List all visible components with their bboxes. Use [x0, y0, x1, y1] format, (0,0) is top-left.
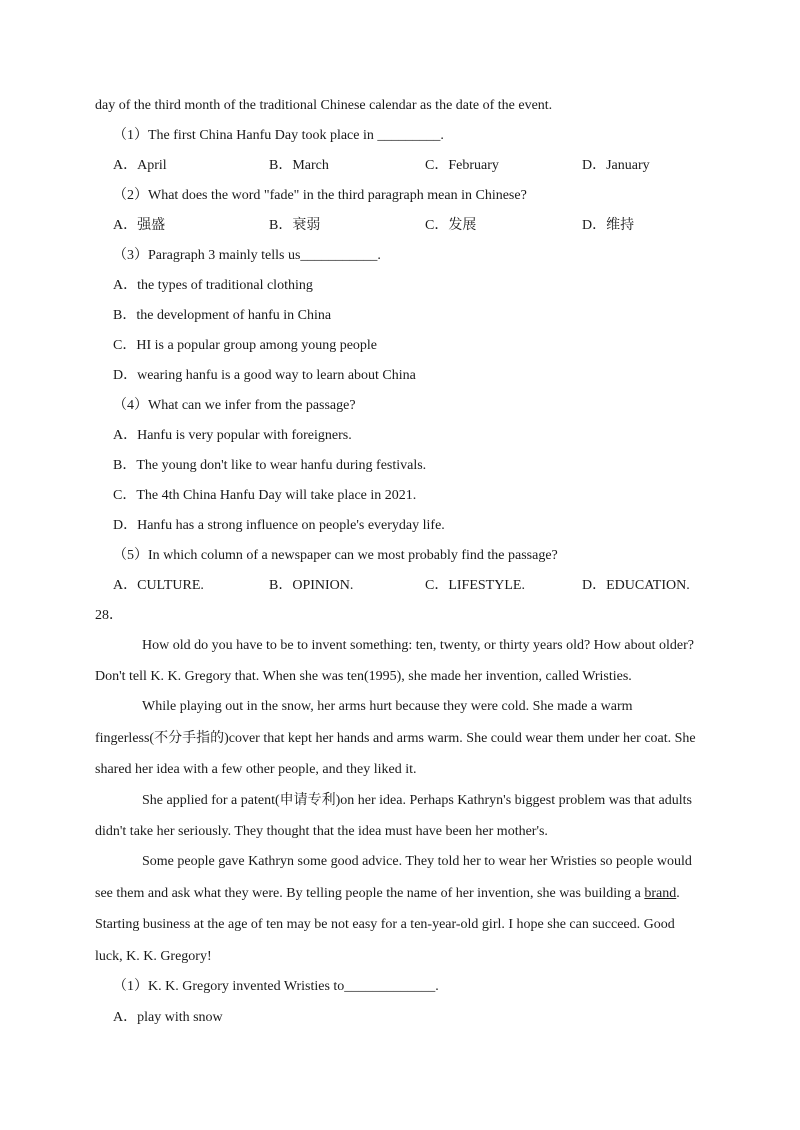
passage-line: [95, 885, 680, 903]
question-stem: （4）What can we infer from the passage?: [113, 398, 356, 413]
question-number: 28．: [95, 608, 123, 623]
passage-line: Don't tell K. K. Gregory that. When she was ten(1995), she made her invention, called Wristies.: [95, 669, 632, 684]
option-c: C．February: [425, 158, 499, 173]
passage-text: .: [676, 886, 680, 901]
option-c: C．发展: [425, 218, 477, 233]
option-a: A．CULTURE.: [113, 578, 204, 593]
option-c: C．HI is a popular group among young people: [113, 338, 378, 353]
option-d: D．January: [582, 158, 650, 173]
option-a: A．Hanfu is very popular with foreigners.: [113, 428, 352, 443]
question-stem: （3）Paragraph 3 mainly tells us___________.: [113, 248, 381, 263]
passage-line: fingerless(不分手指的)cover that kept her hands and arms warm. She could wear them under her coat. She: [95, 731, 696, 746]
option-a: A．强盛: [113, 218, 166, 233]
passage-text: see them and ask what they were. By telling people the name of her invention, she was building a: [95, 886, 645, 901]
question-stem: （1）The first China Hanfu Day took place in _________.: [113, 128, 444, 143]
option-d: D．wearing hanfu is a good way to learn about China: [113, 368, 416, 383]
option-b: B．March: [269, 158, 329, 173]
passage-line: While playing out in the snow, her arms hurt because they were cold. She made a warm: [142, 699, 633, 714]
option-b: B．the development of hanfu in China: [113, 308, 332, 323]
passage-line: luck, K. K. Gregory!: [95, 949, 212, 964]
passage-line: Some people gave Kathryn some good advice. They told her to wear her Wristies so people would: [142, 854, 692, 869]
passage-line: shared her idea with a few other people, and they liked it.: [95, 762, 417, 777]
question-stem: （2）What does the word "fade" in the third paragraph mean in Chinese?: [113, 188, 527, 203]
passage-line: How old do you have to be to invent something: ten, twenty, or thirty years old? How about older?: [142, 638, 694, 653]
option-b: B．衰弱: [269, 218, 321, 233]
passage-line: She applied for a patent(申请专利)on her idea. Perhaps Kathryn's biggest problem was that adults: [142, 793, 692, 808]
option-a: A．play with snow: [113, 1010, 223, 1025]
option-d: D．维持: [582, 218, 635, 233]
underlined-word: brand: [644, 886, 677, 901]
option-a: A．the types of traditional clothing: [113, 278, 313, 293]
option-c: C．LIFESTYLE.: [425, 578, 525, 593]
passage-line: day of the third month of the traditional Chinese calendar as the date of the event.: [95, 98, 553, 113]
passage-line: didn't take her seriously. They thought that the idea must have been her mother's.: [95, 824, 548, 839]
option-d: D．EDUCATION.: [582, 578, 690, 593]
option-c: C．The 4th China Hanfu Day will take place in 2021.: [113, 488, 417, 503]
option-a: A．April: [113, 158, 167, 173]
question-stem: （1）K. K. Gregory invented Wristies to_____________.: [113, 979, 439, 994]
question-stem: （5）In which column of a newspaper can we most probably find the passage?: [113, 548, 558, 563]
option-b: B．The young don't like to wear hanfu during festivals.: [113, 458, 427, 473]
option-b: B．OPINION.: [269, 578, 354, 593]
passage-line: Starting business at the age of ten may be not easy for a ten-year-old girl. I hope she can succeed. Good: [95, 917, 675, 932]
option-d: D．Hanfu has a strong influence on people's everyday life.: [113, 518, 445, 533]
